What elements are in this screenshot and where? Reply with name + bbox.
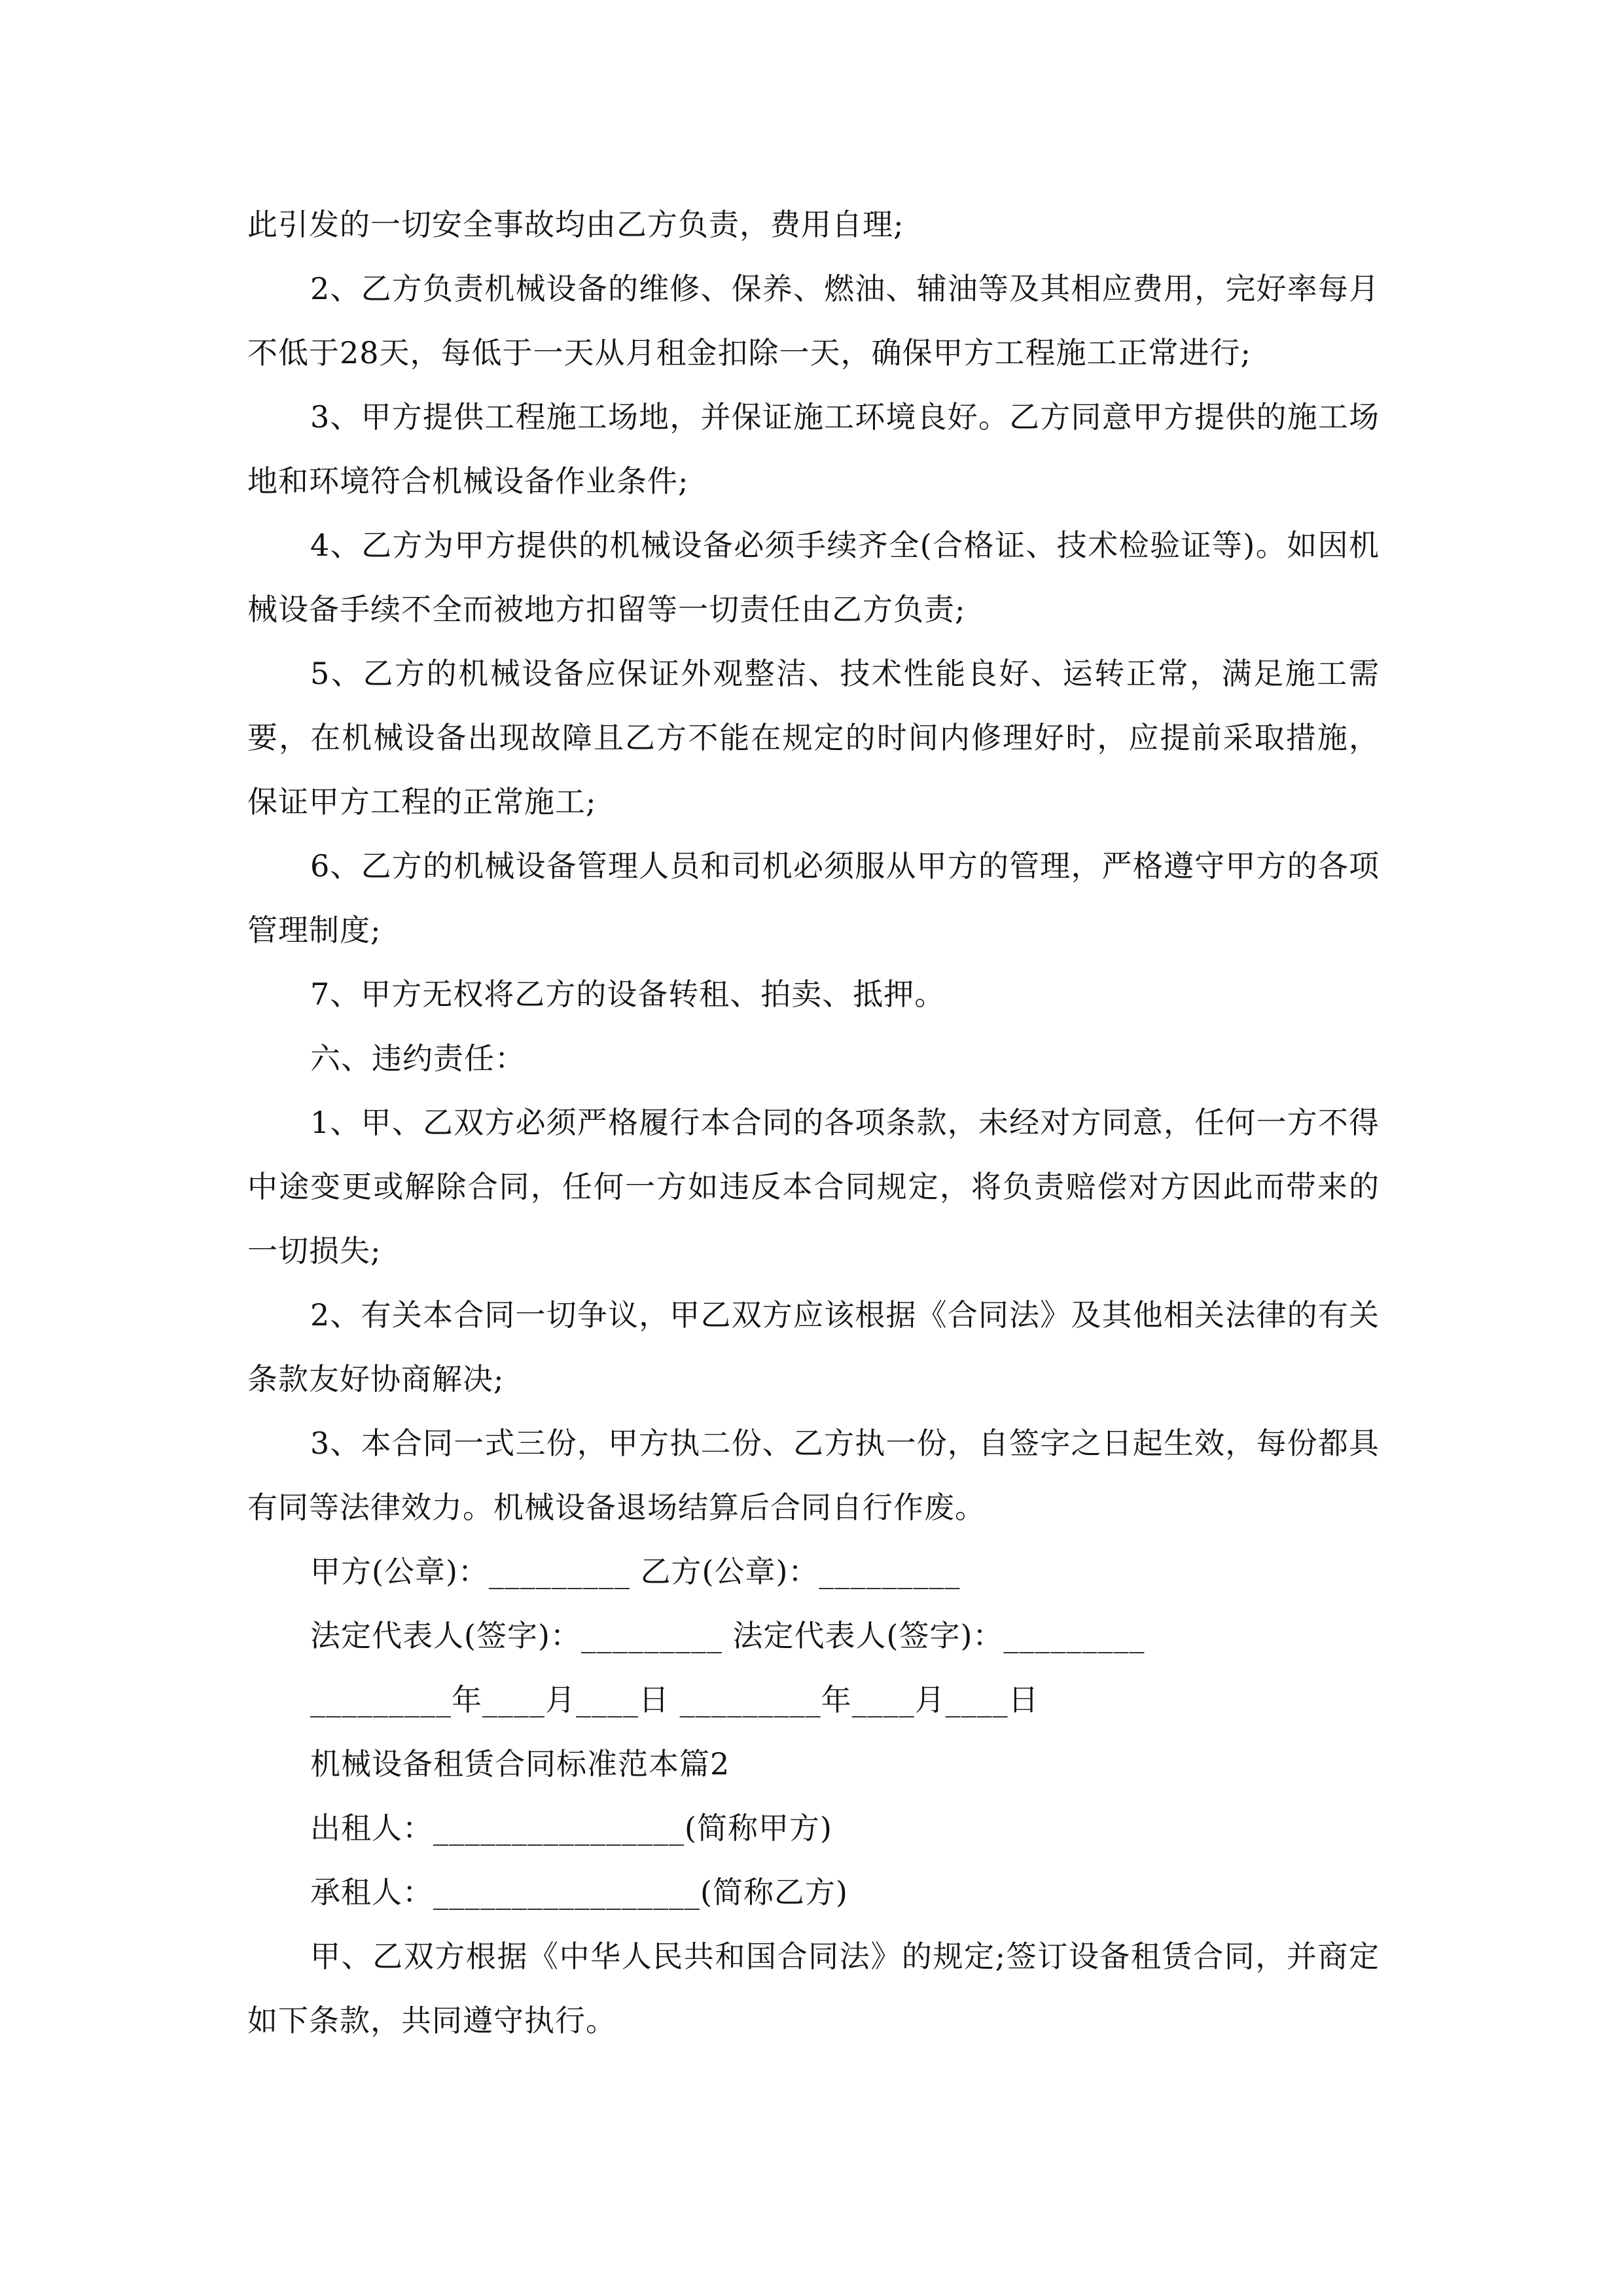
section-2-title: 机械设备租赁合同标准范本篇2 [310, 1746, 730, 1782]
breach-clause-3: 3、本合同一式三份，甲方执二份、乙方执一份，自签字之日起生效，每份都具有同等法律效力。机械设备退场结算后合同自行作废。 [247, 1426, 1380, 1525]
section-heading-breach: 六、违约责任： [310, 1041, 526, 1076]
signature-date-line: _________年____月____日 _________年____月____日 [310, 1682, 1039, 1717]
lessor-line: 出租人：________________(简称甲方) [310, 1810, 832, 1846]
document-body [247, 192, 1380, 2053]
paragraph-continuation: 此引发的一切安全事故均由乙方负责，费用自理; [247, 207, 904, 242]
clause-6: 6、乙方的机械设备管理人员和司机必须服从甲方的管理，严格遵守甲方的各项管理制度; [247, 848, 1380, 948]
breach-clause-1: 1、甲、乙双方必须严格履行本合同的各项条款，未经对方同意，任何一方不得中途变更或解除合同，任何一方如违反本合同规定，将负责赔偿对方因此而带来的一切损失; [247, 1105, 1380, 1268]
lessee-line: 承租人：_________________(简称乙方) [310, 1874, 848, 1910]
clause-4: 4、乙方为甲方提供的机械设备必须手续齐全(合格证、技术检验证等)。如因机械设备手续不全而被地方扣留等一切责任由乙方负责; [247, 528, 1380, 627]
signature-seal-line: 甲方(公章)：_________ 乙方(公章)：_________ [310, 1554, 961, 1589]
clause-7: 7、甲方无权将乙方的设备转租、拍卖、抵押。 [310, 977, 946, 1012]
signature-legal-rep-line: 法定代表人(签字)：_________ 法定代表人(签字)：_________ [310, 1618, 1145, 1653]
clause-2: 2、乙方负责机械设备的维修、保养、燃油、辅油等及其相应费用，完好率每月不低于28天，每低于一天从月租金扣除一天，确保甲方工程施工正常进行; [247, 271, 1380, 370]
clause-5: 5、乙方的机械设备应保证外观整洁、技术性能良好、运转正常，满足施工需要，在机械设备出现故障且乙方不能在规定的时间内修理好时，应提前采取措施，保证甲方工程的正常施工; [247, 656, 1380, 819]
section-2-intro: 甲、乙双方根据《中华人民共和国合同法》的规定;签订设备租赁合同，并商定如下条款，共同遵守执行。 [247, 1939, 1380, 2038]
clause-3: 3、甲方提供工程施工场地，并保证施工环境良好。乙方同意甲方提供的施工场地和环境符合机械设备作业条件; [247, 399, 1380, 499]
breach-clause-2: 2、有关本合同一切争议，甲乙双方应该根据《合同法》及其他相关法律的有关条款友好协商解决; [247, 1297, 1380, 1397]
